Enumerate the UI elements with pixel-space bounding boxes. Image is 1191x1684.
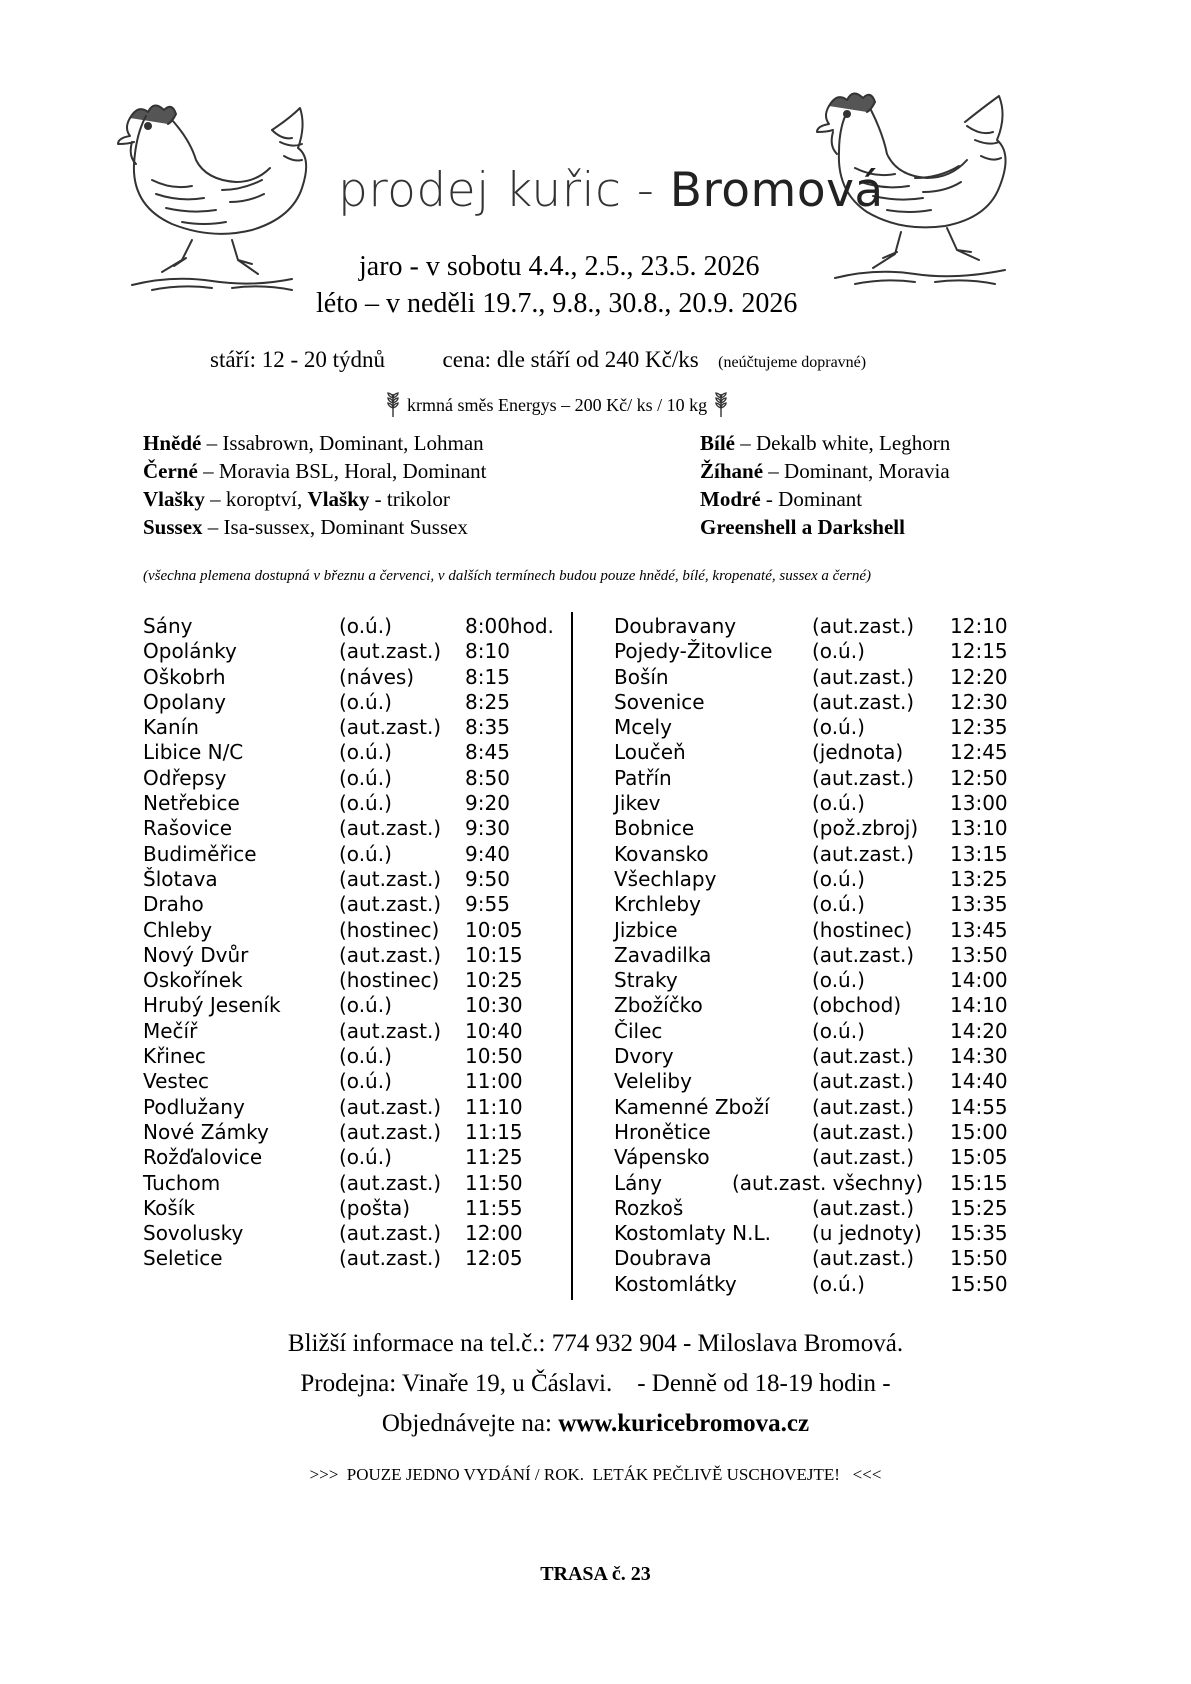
breed-name: Sussex bbox=[143, 515, 203, 539]
breed-varieties: Dominant bbox=[778, 487, 863, 511]
schedule-place: Jizbice bbox=[614, 917, 678, 942]
schedule-time: 12:45 bbox=[950, 740, 1008, 765]
breed-line bbox=[143, 457, 487, 485]
schedule-row bbox=[143, 867, 563, 892]
breeds-right bbox=[700, 429, 950, 541]
schedule-time: 9:50 bbox=[465, 866, 510, 891]
schedule-row bbox=[614, 1044, 1034, 1069]
contact-line: Bližší informace na tel.č.: 774 932 904 - Miloslava Bromová. bbox=[287, 1330, 904, 1357]
schedule-stop: (aut.zast.) bbox=[812, 841, 915, 866]
schedule-stop: (o.ú.) bbox=[339, 740, 392, 765]
schedule-place: Hronětice bbox=[614, 1119, 711, 1144]
schedule-row bbox=[143, 1120, 563, 1145]
schedule-time: 8:00hod. bbox=[465, 614, 554, 638]
schedule-place: Jikev bbox=[614, 791, 661, 816]
schedule-row bbox=[143, 1095, 563, 1120]
schedule-time: 11:55 bbox=[465, 1195, 523, 1220]
breed-name: Greenshell a Darkshell bbox=[700, 515, 905, 539]
breed-line bbox=[700, 429, 950, 457]
schedule-time: 8:45 bbox=[465, 740, 510, 765]
schedule-stop: (o.ú.) bbox=[812, 791, 865, 816]
schedule-time: 10:05 bbox=[465, 917, 523, 942]
schedule-time: 14:30 bbox=[950, 1044, 1008, 1069]
schedule-stop: (pož.zbroj) bbox=[812, 816, 919, 841]
schedule-row bbox=[614, 1221, 1034, 1246]
schedule-place: Zavadilka bbox=[614, 942, 712, 967]
schedule-stop: (o.ú.) bbox=[339, 791, 392, 816]
schedule-time: 12:15 bbox=[950, 639, 1008, 664]
availability-note: (všechna plemena dostupná v březnu a červenci, v dalších termínech budou pouze hnědé, bílé, kropenaté, sussex a černé) bbox=[143, 568, 871, 584]
schedule-row bbox=[614, 968, 1034, 993]
schedule-place: Čilec bbox=[614, 1018, 663, 1043]
schedule-row bbox=[614, 1019, 1034, 1044]
schedule-place: Draho bbox=[143, 892, 204, 917]
schedule-stop: (o.ú.) bbox=[339, 1044, 392, 1069]
schedule-time: 8:10 bbox=[465, 639, 510, 664]
title-light: prodej kuřic - bbox=[338, 163, 670, 218]
schedule-row bbox=[614, 1246, 1034, 1271]
schedule-time: 12:30 bbox=[950, 689, 1008, 714]
schedule-place: Bošín bbox=[614, 664, 669, 689]
breed-line bbox=[143, 485, 487, 513]
breed-line bbox=[700, 457, 950, 485]
hen-illustration-left-icon bbox=[112, 90, 327, 300]
breed-varieties: Isa-sussex, Dominant Sussex bbox=[223, 515, 468, 539]
schedule-stop: (náves) bbox=[339, 664, 415, 689]
schedule-time: 11:25 bbox=[465, 1145, 523, 1170]
schedule-place: Hrubý Jeseník bbox=[143, 993, 281, 1018]
schedule-place: Šlotava bbox=[143, 866, 218, 891]
schedule-place: Chleby bbox=[143, 917, 213, 942]
schedule-place: Kostomlaty N.L. bbox=[614, 1221, 772, 1246]
schedule-place: Nový Dvůr bbox=[143, 942, 249, 967]
schedule-stop: (aut.zast.) bbox=[339, 715, 442, 740]
schedule-time: 10:15 bbox=[465, 942, 523, 967]
schedule-stop: (o.ú.) bbox=[339, 689, 392, 714]
schedule-stop: (hostinec) bbox=[812, 917, 913, 942]
schedule-place: Sány bbox=[143, 614, 193, 638]
schedule-stop: (aut.zast.) bbox=[339, 1018, 442, 1043]
schedule-place: Zbožíčko bbox=[614, 993, 703, 1018]
schedule-place: Kostomlátky bbox=[614, 1271, 737, 1296]
schedule-stop: (o.ú.) bbox=[812, 892, 865, 917]
breed-sep: – bbox=[202, 515, 224, 539]
schedule-time: 9:20 bbox=[465, 791, 510, 816]
schedule-row bbox=[143, 766, 563, 791]
schedule-row bbox=[614, 639, 1034, 664]
schedule-place: Křinec bbox=[143, 1044, 206, 1069]
schedule-row bbox=[614, 766, 1034, 791]
schedule-time: 15:35 bbox=[950, 1221, 1008, 1246]
schedule-stop: (o.ú.) bbox=[339, 1145, 392, 1170]
schedule-row bbox=[143, 740, 563, 765]
schedule-place: Doubravany bbox=[614, 614, 737, 638]
schedule-left bbox=[143, 614, 563, 1272]
schedule-stop: (aut.zast.) bbox=[812, 1195, 915, 1220]
schedule-row bbox=[143, 665, 563, 690]
breed-line bbox=[143, 513, 487, 541]
schedule-stop: (aut.zast.) bbox=[812, 1145, 915, 1170]
schedule-stop: (aut.zast.) bbox=[812, 614, 915, 638]
schedule-place: Košík bbox=[143, 1195, 195, 1220]
schedule-time: 13:10 bbox=[950, 816, 1008, 841]
schedule-row bbox=[143, 1069, 563, 1094]
schedule-stop: (aut.zast.) bbox=[339, 1170, 442, 1195]
schedule-row bbox=[614, 1095, 1034, 1120]
age-text: stáří: 12 - 20 týdnů bbox=[210, 347, 386, 372]
schedule-place: Oskořínek bbox=[143, 968, 243, 993]
schedule-place: Rozkoš bbox=[614, 1195, 684, 1220]
schedule-row bbox=[143, 639, 563, 664]
website-link[interactable]: www.kuricebromova.cz bbox=[558, 1410, 810, 1437]
schedule-time: 12:05 bbox=[465, 1246, 523, 1271]
schedule-time: 12:20 bbox=[950, 664, 1008, 689]
schedule-place: Netřebice bbox=[143, 791, 240, 816]
schedule-place: Rožďalovice bbox=[143, 1145, 263, 1170]
shop-line: Prodejna: Vinaře 19, u Čáslavi. - Denně od 18-19 hodin - bbox=[300, 1370, 891, 1397]
schedule-place: Straky bbox=[614, 968, 678, 993]
breed-varieties: Issabrown, Dominant, Lohman bbox=[222, 431, 484, 455]
column-divider bbox=[571, 612, 573, 1300]
schedule-stop: (u jednoty) bbox=[812, 1221, 922, 1246]
schedule-place: Mcely bbox=[614, 715, 672, 740]
schedule-stop: (o.ú.) bbox=[339, 993, 392, 1018]
schedule-place: Doubrava bbox=[614, 1246, 712, 1271]
schedule-row bbox=[143, 715, 563, 740]
schedule-time: 10:50 bbox=[465, 1044, 523, 1069]
schedule-time: 15:50 bbox=[950, 1271, 1008, 1296]
schedule-stop: (aut.zast.) bbox=[339, 1119, 442, 1144]
schedule-place: Vestec bbox=[143, 1069, 209, 1094]
schedule-row bbox=[143, 968, 563, 993]
age-price-line bbox=[210, 347, 866, 373]
schedule-place: Rašovice bbox=[143, 816, 233, 841]
schedule-time: 12:35 bbox=[950, 715, 1008, 740]
schedule-place: Opolánky bbox=[143, 639, 237, 664]
schedule-place: Lány bbox=[614, 1170, 662, 1195]
schedule-time: 13:15 bbox=[950, 841, 1008, 866]
schedule-stop: (aut.zast. všechny) bbox=[732, 1170, 924, 1195]
schedule-stop: (pošta) bbox=[339, 1195, 411, 1220]
schedule-stop: (aut.zast.) bbox=[812, 942, 915, 967]
schedule-place: Patřín bbox=[614, 765, 672, 790]
schedule-row bbox=[614, 918, 1034, 943]
schedule-time: 12:50 bbox=[950, 765, 1008, 790]
schedule-place: Mečíř bbox=[143, 1018, 198, 1043]
schedule-row bbox=[143, 1196, 563, 1221]
notice-line: >>> POUZE JEDNO VYDÁNÍ / ROK. LETÁK PEČLIVĚ USCHOVEJTE! <<< bbox=[309, 1465, 882, 1484]
transport-note: (neúčtujeme dopravné) bbox=[718, 354, 867, 371]
route-number: TRASA č. 23 bbox=[540, 1563, 651, 1585]
schedule-row bbox=[143, 791, 563, 816]
schedule-time: 11:10 bbox=[465, 1094, 523, 1119]
schedule-row bbox=[143, 943, 563, 968]
schedule-stop: (o.ú.) bbox=[812, 1018, 865, 1043]
schedule-stop: (aut.zast.) bbox=[339, 892, 442, 917]
schedule-stop: (hostinec) bbox=[339, 917, 440, 942]
schedule-time: 12:00 bbox=[465, 1221, 523, 1246]
schedule-row bbox=[614, 1145, 1034, 1170]
schedule-time: 10:25 bbox=[465, 968, 523, 993]
schedule-row bbox=[143, 690, 563, 715]
schedule-time: 10:40 bbox=[465, 1018, 523, 1043]
schedule-row bbox=[143, 816, 563, 841]
schedule-time: 8:25 bbox=[465, 689, 510, 714]
schedule-place: Oškobrh bbox=[143, 664, 226, 689]
schedule-time: 11:50 bbox=[465, 1170, 523, 1195]
schedule-row bbox=[143, 614, 563, 639]
schedule-place: Veleliby bbox=[614, 1069, 692, 1094]
breed-varieties: Dekalb white, Leghorn bbox=[756, 431, 951, 455]
schedule-row bbox=[614, 1196, 1034, 1221]
schedule-row bbox=[614, 1171, 1034, 1196]
schedule-stop: (o.ú.) bbox=[812, 1271, 865, 1296]
schedule-stop: (o.ú.) bbox=[812, 715, 865, 740]
schedule-row bbox=[143, 842, 563, 867]
breed-varieties: koroptví, bbox=[225, 487, 308, 511]
schedule-place: Libice N/C bbox=[143, 740, 244, 765]
schedule-row bbox=[614, 1120, 1034, 1145]
schedule-stop: (hostinec) bbox=[339, 968, 440, 993]
breed-name: Bílé bbox=[700, 431, 735, 455]
schedule-place: Bobnice bbox=[614, 816, 695, 841]
schedule-stop: (aut.zast.) bbox=[812, 664, 915, 689]
schedule-time: 8:35 bbox=[465, 715, 510, 740]
schedule-place: Opolany bbox=[143, 689, 226, 714]
schedule-stop: (aut.zast.) bbox=[339, 1246, 442, 1271]
schedule-place: Sovolusky bbox=[143, 1221, 244, 1246]
title-name: Bromová bbox=[669, 163, 884, 218]
schedule-stop: (aut.zast.) bbox=[339, 866, 442, 891]
schedule-place: Vápensko bbox=[614, 1145, 710, 1170]
breed-line bbox=[700, 513, 950, 541]
breed-name: Žíhané bbox=[700, 459, 764, 483]
price-text: cena: dle stáří od 240 Kč/ks bbox=[442, 347, 699, 372]
breed-name: Vlašky bbox=[143, 487, 205, 511]
schedule-time: 13:45 bbox=[950, 917, 1008, 942]
schedule-time: 9:30 bbox=[465, 816, 510, 841]
breeds-left bbox=[143, 429, 487, 541]
schedule-time: 10:30 bbox=[465, 993, 523, 1018]
schedule-row bbox=[614, 842, 1034, 867]
schedule-row bbox=[614, 614, 1034, 639]
schedule-stop: (aut.zast.) bbox=[812, 1119, 915, 1144]
summer-dates: léto – v neděli 19.7., 9.8., 30.8., 20.9. 2026 bbox=[316, 288, 798, 319]
schedule-stop: (aut.zast.) bbox=[812, 1044, 915, 1069]
feed-text: krmná směs Energys – 200 Kč/ ks / 10 kg bbox=[407, 394, 708, 415]
schedule-row bbox=[143, 993, 563, 1018]
schedule-stop: (aut.zast.) bbox=[339, 816, 442, 841]
page-title bbox=[338, 163, 884, 218]
schedule-row bbox=[143, 1221, 563, 1246]
schedule-time: 14:00 bbox=[950, 968, 1008, 993]
schedule-time: 14:20 bbox=[950, 1018, 1008, 1043]
schedule-time: 13:50 bbox=[950, 942, 1008, 967]
breed-sep: – bbox=[197, 459, 219, 483]
schedule-row bbox=[614, 740, 1034, 765]
schedule-row bbox=[143, 1044, 563, 1069]
breed-sep: – bbox=[763, 459, 785, 483]
schedule-stop: (o.ú.) bbox=[339, 765, 392, 790]
schedule-time: 14:55 bbox=[950, 1094, 1008, 1119]
schedule-row bbox=[614, 665, 1034, 690]
schedule-stop: (o.ú.) bbox=[812, 866, 865, 891]
schedule-stop: (o.ú.) bbox=[812, 968, 865, 993]
schedule-place: Nové Zámky bbox=[143, 1119, 269, 1144]
schedule-stop: (o.ú.) bbox=[339, 614, 392, 638]
schedule-place: Dvory bbox=[614, 1044, 674, 1069]
breed-name: Hnědé bbox=[143, 431, 202, 455]
breed-line bbox=[143, 429, 487, 457]
schedule-row bbox=[614, 1069, 1034, 1094]
breed-sep: – bbox=[735, 431, 756, 455]
schedule-stop: (o.ú.) bbox=[339, 1069, 392, 1094]
schedule-time: 9:55 bbox=[465, 892, 510, 917]
schedule-row bbox=[143, 1019, 563, 1044]
schedule-time: 9:40 bbox=[465, 841, 510, 866]
schedule-stop: (obchod) bbox=[812, 993, 902, 1018]
schedule-stop: (aut.zast.) bbox=[812, 765, 915, 790]
schedule-place: Budiměřice bbox=[143, 841, 257, 866]
schedule-time: 12:10 bbox=[950, 614, 1008, 638]
spring-dates: jaro - v sobotu 4.4., 2.5., 23.5. 2026 bbox=[359, 251, 760, 282]
schedule-place: Všechlapy bbox=[614, 866, 717, 891]
wheat-icon bbox=[385, 392, 401, 418]
schedule-time: 13:35 bbox=[950, 892, 1008, 917]
schedule-row bbox=[143, 1246, 563, 1271]
schedule-place: Pojedy-Žitovlice bbox=[614, 639, 773, 664]
schedule-time: 15:50 bbox=[950, 1246, 1008, 1271]
breed-name: Černé bbox=[143, 459, 198, 483]
breed-varieties: Dominant, Moravia bbox=[784, 459, 950, 483]
schedule-place: Tuchom bbox=[143, 1170, 221, 1195]
schedule-time: 8:15 bbox=[465, 664, 510, 689]
schedule-row bbox=[614, 791, 1034, 816]
schedule-place: Loučeň bbox=[614, 740, 686, 765]
schedule-row bbox=[614, 993, 1034, 1018]
schedule-row bbox=[143, 892, 563, 917]
wheat-icon bbox=[713, 392, 729, 418]
schedule-row bbox=[614, 892, 1034, 917]
order-line bbox=[0, 1410, 1191, 1438]
schedule-stop: (aut.zast.) bbox=[339, 942, 442, 967]
schedule-row bbox=[614, 867, 1034, 892]
breed-varieties: - trikolor bbox=[369, 487, 450, 511]
feed-line bbox=[385, 392, 729, 418]
schedule-time: 8:50 bbox=[465, 765, 510, 790]
schedule-row bbox=[614, 816, 1034, 841]
schedule-time: 15:15 bbox=[950, 1170, 1008, 1195]
schedule-time: 15:05 bbox=[950, 1145, 1008, 1170]
schedule-time: 14:10 bbox=[950, 993, 1008, 1018]
schedule-stop: (aut.zast.) bbox=[812, 1246, 915, 1271]
breed-sep: – bbox=[201, 431, 223, 455]
schedule-row bbox=[143, 918, 563, 943]
schedule-stop: (aut.zast.) bbox=[812, 689, 915, 714]
schedule-time: 11:00 bbox=[465, 1069, 523, 1094]
schedule-time: 15:25 bbox=[950, 1195, 1008, 1220]
schedule-stop: (aut.zast.) bbox=[812, 1094, 915, 1119]
schedule-stop: (aut.zast.) bbox=[812, 1069, 915, 1094]
schedule-row bbox=[614, 690, 1034, 715]
schedule-stop: (o.ú.) bbox=[339, 841, 392, 866]
schedule-time: 13:00 bbox=[950, 791, 1008, 816]
schedule-stop: (aut.zast.) bbox=[339, 1094, 442, 1119]
schedule-time: 13:25 bbox=[950, 866, 1008, 891]
schedule-time: 11:15 bbox=[465, 1119, 523, 1144]
schedule-place: Kovansko bbox=[614, 841, 709, 866]
schedule-place: Kamenné Zboží bbox=[614, 1094, 770, 1119]
schedule-time: 15:00 bbox=[950, 1119, 1008, 1144]
schedule-stop: (jednota) bbox=[812, 740, 904, 765]
schedule-stop: (o.ú.) bbox=[812, 639, 865, 664]
breed-sep: - bbox=[760, 487, 779, 511]
schedule-place: Kanín bbox=[143, 715, 199, 740]
schedule-right bbox=[614, 614, 1034, 1297]
schedule-row bbox=[614, 943, 1034, 968]
schedule-row bbox=[614, 715, 1034, 740]
schedule-stop: (aut.zast.) bbox=[339, 639, 442, 664]
schedule-place: Odřepsy bbox=[143, 765, 227, 790]
schedule-place: Sovenice bbox=[614, 689, 705, 714]
schedule-place: Seletice bbox=[143, 1246, 223, 1271]
schedule-row bbox=[143, 1171, 563, 1196]
schedule-stop: (aut.zast.) bbox=[339, 1221, 442, 1246]
schedule-place: Podlužany bbox=[143, 1094, 245, 1119]
order-prefix: Objednávejte na: bbox=[381, 1410, 559, 1437]
breed-name: Modré bbox=[700, 487, 761, 511]
schedule-time: 14:40 bbox=[950, 1069, 1008, 1094]
schedule-place: Krchleby bbox=[614, 892, 701, 917]
breed-name: Vlašky bbox=[307, 487, 370, 511]
breed-sep: – bbox=[204, 487, 226, 511]
breed-line bbox=[700, 485, 950, 513]
breed-varieties: Moravia BSL, Horal, Dominant bbox=[218, 459, 487, 483]
schedule-row bbox=[143, 1145, 563, 1170]
schedule-row bbox=[614, 1272, 1034, 1297]
